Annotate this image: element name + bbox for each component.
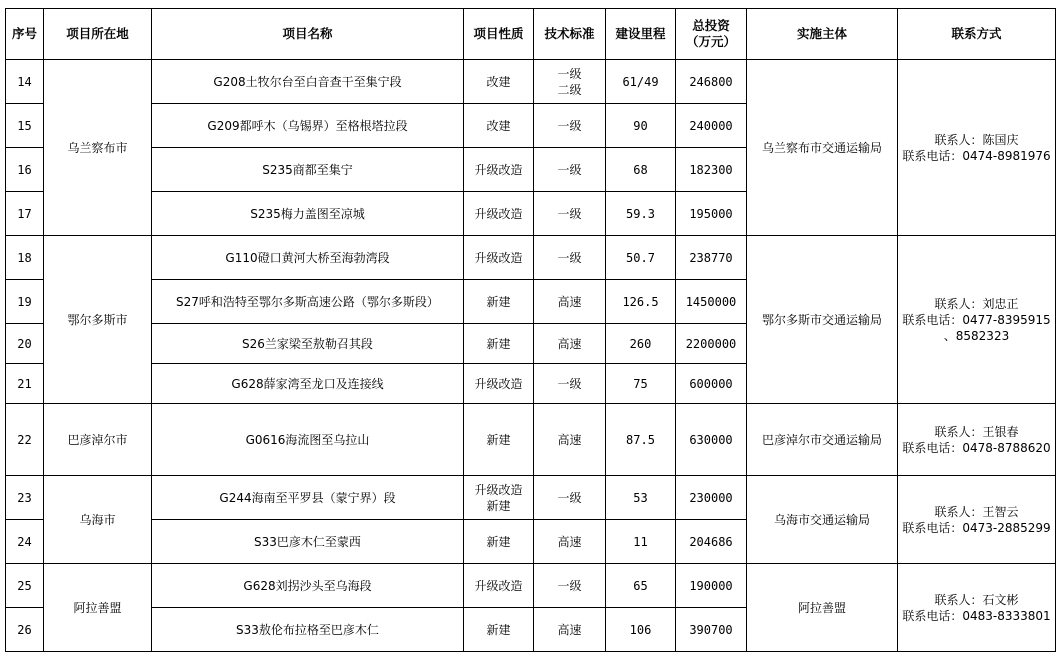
seq-cell: 25 [6,564,44,608]
seq-cell: 20 [6,324,44,364]
header-investment-line1: 总投资 [692,18,730,33]
project-name-cell: G110磴口黄河大桥至海勃湾段 [152,236,464,280]
nature-cell-line: 升级改造 [474,250,523,265]
contact-cell [898,404,1056,476]
header-entity: 实施主体 [747,9,898,60]
project-name-cell: S235梅力盖图至凉城 [152,192,464,236]
standard-cell-line: 一级 [557,376,582,391]
contact-cell-line: 联系人：刘忠正 [934,296,1019,311]
header-investment-line2: （万元） [685,34,736,49]
contact-cell-line: 联系电话：0478-8788620 [902,440,1051,455]
investment-cell: 246800 [676,60,747,104]
project-name-cell: G208土牧尔台至白音查干至集宁段 [152,60,464,104]
standard-cell-line: 高速 [557,294,582,309]
standard-cell-line: 一级 [557,162,582,177]
investment-cell: 630000 [676,404,747,476]
entity-cell: 乌兰察布市交通运输局 [747,60,898,236]
standard-cell [534,236,606,280]
investment-cell: 204686 [676,520,747,564]
project-name-cell: S235商都至集宁 [152,148,464,192]
table-row [6,60,1056,104]
header-investment [676,9,747,60]
nature-cell-line: 新建 [486,294,511,309]
project-name-cell: G628刘拐沙头至乌海段 [152,564,464,608]
standard-cell-line: 高速 [557,432,582,447]
project-name-cell: S33敖伦布拉格至巴彦木仁 [152,608,464,652]
mileage-cell: 68 [606,148,676,192]
nature-cell-line: 升级改造 [474,162,523,177]
nature-cell-line: 升级改造 [474,206,523,221]
nature-cell [464,564,534,608]
investment-cell: 182300 [676,148,747,192]
standard-cell-line: 一级 [557,118,582,133]
mileage-cell: 59.3 [606,192,676,236]
seq-cell: 14 [6,60,44,104]
standard-cell [534,324,606,364]
location-cell: 鄂尔多斯市 [44,236,152,404]
nature-cell [464,520,534,564]
entity-cell: 阿拉善盟 [747,564,898,652]
contact-cell [898,476,1056,564]
mileage-cell: 87.5 [606,404,676,476]
mileage-cell: 61/49 [606,60,676,104]
entity-cell: 巴彦淖尔市交通运输局 [747,404,898,476]
standard-cell [534,520,606,564]
nature-cell [464,104,534,148]
investment-cell: 195000 [676,192,747,236]
standard-cell [534,608,606,652]
standard-cell-line: 高速 [557,336,582,351]
investment-cell: 390700 [676,608,747,652]
contact-cell-line: 联系电话：0473-2885299 [902,520,1051,535]
table-row [6,476,1056,520]
project-name-cell: S27呼和浩特至鄂尔多斯高速公路（鄂尔多斯段） [152,280,464,324]
header-standard: 技术标准 [534,9,606,60]
nature-cell-line: 升级改造 [474,578,523,593]
nature-cell-line: 新建 [486,498,511,513]
entity-cell: 鄂尔多斯市交通运输局 [747,236,898,404]
contact-cell [898,60,1056,236]
mileage-cell: 53 [606,476,676,520]
standard-cell-line: 一级 [557,66,582,81]
nature-cell-line: 升级改造 [474,482,523,497]
standard-cell [534,564,606,608]
standard-cell-line: 一级 [557,578,582,593]
project-table [5,8,1056,652]
location-cell: 阿拉善盟 [44,564,152,652]
nature-cell-line: 改建 [486,118,511,133]
nature-cell-line: 新建 [486,336,511,351]
table-row [6,404,1056,476]
header-nature: 项目性质 [464,9,534,60]
header-seq: 序号 [6,9,44,60]
standard-cell [534,404,606,476]
seq-cell: 23 [6,476,44,520]
nature-cell [464,236,534,280]
mileage-cell: 90 [606,104,676,148]
standard-cell [534,60,606,104]
location-cell: 乌海市 [44,476,152,564]
mileage-cell: 65 [606,564,676,608]
mileage-cell: 75 [606,364,676,404]
investment-cell: 230000 [676,476,747,520]
standard-cell [534,148,606,192]
contact-cell-line: 联系电话：0477-8395915 [902,312,1051,327]
location-cell: 巴彦淖尔市 [44,404,152,476]
standard-cell-line: 高速 [557,534,582,549]
standard-cell [534,104,606,148]
nature-cell [464,608,534,652]
header-contact: 联系方式 [898,9,1056,60]
contact-cell-line: 联系人：陈国庆 [934,132,1019,147]
nature-cell [464,364,534,404]
header-name: 项目名称 [152,9,464,60]
header-mileage: 建设里程 [606,9,676,60]
project-name-cell: S26兰家梁至敖勒召其段 [152,324,464,364]
nature-cell-line: 新建 [486,622,511,637]
nature-cell-line: 改建 [486,74,511,89]
nature-cell-line: 升级改造 [474,376,523,391]
contact-cell [898,236,1056,404]
mileage-cell: 106 [606,608,676,652]
mileage-cell: 11 [606,520,676,564]
standard-cell [534,364,606,404]
nature-cell [464,60,534,104]
seq-cell: 18 [6,236,44,280]
nature-cell [464,324,534,364]
investment-cell: 238770 [676,236,747,280]
nature-cell [464,148,534,192]
contact-cell-line: 、8582323 [943,328,1010,343]
investment-cell: 1450000 [676,280,747,324]
project-name-cell: G209都呼木（乌锡界）至格根塔拉段 [152,104,464,148]
standard-cell-line: 高速 [557,622,582,637]
standard-cell [534,192,606,236]
nature-cell [464,280,534,324]
investment-cell: 2200000 [676,324,747,364]
seq-cell: 21 [6,364,44,404]
project-name-cell: G628薛家湾至龙口及连接线 [152,364,464,404]
contact-cell-line: 联系电话：0474-8981976 [902,148,1051,163]
seq-cell: 15 [6,104,44,148]
table-row [6,564,1056,608]
contact-cell-line: 联系人：石文彬 [934,592,1019,607]
location-cell: 乌兰察布市 [44,60,152,236]
mileage-cell: 260 [606,324,676,364]
seq-cell: 19 [6,280,44,324]
seq-cell: 22 [6,404,44,476]
nature-cell [464,192,534,236]
project-name-cell: S33巴彦木仁至蒙西 [152,520,464,564]
investment-cell: 600000 [676,364,747,404]
contact-cell-line: 联系电话：0483-8333801 [902,608,1051,623]
nature-cell [464,476,534,520]
investment-cell: 190000 [676,564,747,608]
table-body [6,60,1056,652]
contact-cell-line: 联系人：王银春 [934,424,1019,439]
seq-cell: 26 [6,608,44,652]
table-row [6,236,1056,280]
standard-cell-line: 一级 [557,206,582,221]
standard-cell [534,280,606,324]
project-name-cell: G0616海流图至乌拉山 [152,404,464,476]
seq-cell: 17 [6,192,44,236]
nature-cell-line: 新建 [486,432,511,447]
entity-cell: 乌海市交通运输局 [747,476,898,564]
project-name-cell: G244海南至平罗县（蒙宁界）段 [152,476,464,520]
standard-cell-line: 一级 [557,250,582,265]
standard-cell [534,476,606,520]
mileage-cell: 126.5 [606,280,676,324]
standard-cell-line: 二级 [557,82,582,97]
nature-cell [464,404,534,476]
seq-cell: 16 [6,148,44,192]
contact-cell [898,564,1056,652]
investment-cell: 240000 [676,104,747,148]
header-row [6,9,1056,60]
header-location: 项目所在地 [44,9,152,60]
nature-cell-line: 新建 [486,534,511,549]
seq-cell: 24 [6,520,44,564]
mileage-cell: 50.7 [606,236,676,280]
standard-cell-line: 一级 [557,490,582,505]
contact-cell-line: 联系人：王智云 [934,504,1019,519]
